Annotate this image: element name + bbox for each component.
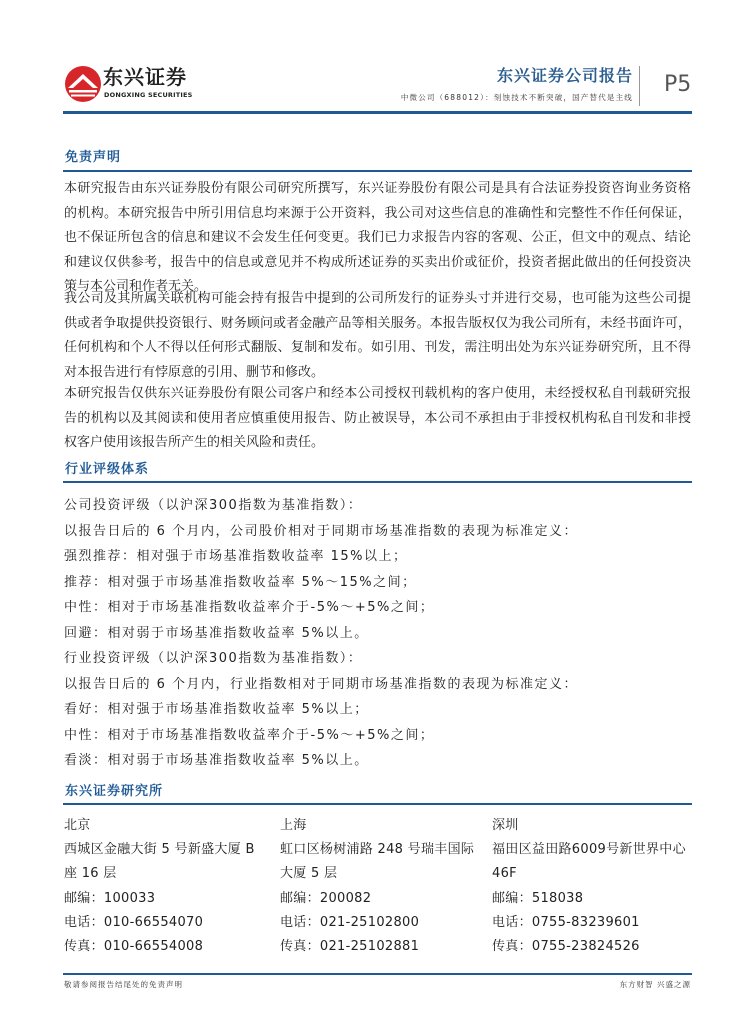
office-0: [64, 814, 269, 959]
office-fax: 传真：021-25102881: [280, 939, 420, 955]
paragraph-line: 告的机构以及其阅读和使用者应慎重使用报告、防止被误导，本公司不承担由于非授权机构私自刊发和非授: [64, 410, 691, 426]
rating-line: 公司投资评级（以沪深300指数为基准指数）：: [64, 498, 363, 513]
office-phone: 电话：021-25102800: [280, 914, 420, 930]
rating-line: 中性：相对于市场基准指数收益率介于-5%～+5%之间；: [64, 600, 435, 615]
office-address: 座 16 层: [64, 866, 117, 882]
paragraph-line: 供或者争取提供投资银行、财务顾问或者金融产品等相关服务。本报告版权仅为我公司所有，未经书面许可，: [64, 315, 691, 331]
office-address: 西城区金融大街 5 号新盛大厦 B: [64, 842, 255, 858]
paragraph-line: 也不保证所包含的信息和建议不会发生任何变更。我们已力求报告内容的客观、公正，但文中的观点、结论: [64, 230, 691, 245]
section-rule: [63, 481, 692, 483]
office-phone: 电话：010-66554070: [64, 914, 204, 930]
office-fax: 传真：010-66554008: [64, 939, 204, 955]
section-rule: [63, 803, 692, 805]
rating-line: 强烈推荐：相对强于市场基准指数收益率 15%以上；: [64, 549, 408, 564]
rating-line: 回避：相对弱于市场基准指数收益率 5%以上。: [64, 625, 369, 641]
header-divider: [639, 66, 640, 106]
office-1: [280, 814, 485, 959]
office-city: 深圳: [492, 818, 519, 833]
rating-line: 以报告日后的 6 个月内，行业指数相对于同期市场基准指数的表现为标准定义：: [64, 676, 579, 692]
paragraph-line: 本研究报告由东兴证券股份有限公司研究所撰写，东兴证券股份有限公司是具有合法证券投资咨询业务资格: [64, 181, 691, 196]
report-type-title: 东兴证券公司报告: [496, 66, 633, 85]
office-address: 大厦 5 层: [280, 866, 338, 882]
section-title-rating: 行业评级体系: [65, 462, 150, 477]
paragraph-line: 策与本公司和作者无关。: [64, 279, 208, 294]
footer-slogan: 东方财智 兴盛之源: [619, 980, 691, 989]
logo-english-name: DONGXING SECURITIES: [104, 91, 193, 99]
header-rule: [63, 111, 692, 114]
logo-name: 东兴证券: [103, 65, 187, 89]
office-fax: 传真：0755-23824526: [492, 939, 640, 955]
office-address: 福田区益田路6009号新世界中心: [492, 842, 686, 858]
office-2: [492, 814, 697, 959]
office-city: 上海: [280, 818, 307, 833]
paragraph-line: 任何机构和个人不得以任何形式翻版、复制和发布。如引用、刊发，需注明出处为东兴证券研究所，且不得: [64, 340, 691, 355]
rating-line: 中性：相对于市场基准指数收益率介于-5%～+5%之间；: [64, 727, 435, 743]
office-city: 北京: [64, 818, 91, 833]
section-rule: [63, 170, 692, 172]
section-title-disclaimer: 免责声明: [65, 150, 122, 165]
rating-line: 推荐：相对强于市场基准指数收益率 5%～15%之间；: [64, 574, 417, 590]
footer-disclaimer-note: 敬请参阅报告结尾处的免责声明: [64, 980, 183, 989]
office-address: 46F: [492, 866, 517, 882]
paragraph-line: 我公司及其所属关联机构可能会持有报告中提到的公司所发行的证券头寸并进行交易，也可能为这些公司提: [64, 291, 691, 306]
section-title-institute: 东兴证券研究所: [65, 784, 164, 799]
office-postcode: 邮编：518038: [492, 890, 584, 906]
rating-line: 以报告日后的 6 个月内，公司股价相对于同期市场基准指数的表现为标准定义：: [64, 523, 579, 539]
paragraph-line: 本研究报告仅供东兴证券股份有限公司客户和经本公司授权刊载机构的客户使用，未经授权私自刊载研究报: [64, 386, 691, 401]
office-address: 虹口区杨树浦路 248 号瑞丰国际: [280, 842, 475, 858]
paragraph-line: 对本报告进行有悖原意的引用、删节和修改。: [64, 364, 325, 380]
report-subtitle: 中微公司（688012）：刻蚀技术不断突破，国产替代是主线: [400, 93, 633, 102]
paragraph-line: 的机构。本研究报告中所引用信息均来源于公开资料，我公司对这些信息的准确性和完整性不作任何保证，: [64, 205, 691, 221]
rating-line: 看淡：相对弱于市场基准指数收益率 5%以上。: [64, 753, 369, 768]
office-postcode: 邮编：100033: [64, 890, 156, 906]
page-number: P5: [664, 72, 692, 97]
footer-rule: [63, 973, 692, 975]
rating-line: 看好：相对强于市场基准指数收益率 5%以上；: [64, 702, 369, 717]
company-logo: [63, 64, 103, 104]
rating-line: 行业投资评级（以沪深300指数为基准指数）：: [64, 651, 363, 666]
paragraph-line: 权客户使用该报告所产生的相关风险和责任。: [64, 435, 325, 450]
paragraph-line: 和建议仅供参考，报告中的信息或意见并不构成所述证券的买卖出价或征价，投资者据此做出的任何投资决: [64, 254, 691, 270]
office-phone: 电话：0755-83239601: [492, 914, 640, 930]
office-postcode: 邮编：200082: [280, 890, 372, 906]
